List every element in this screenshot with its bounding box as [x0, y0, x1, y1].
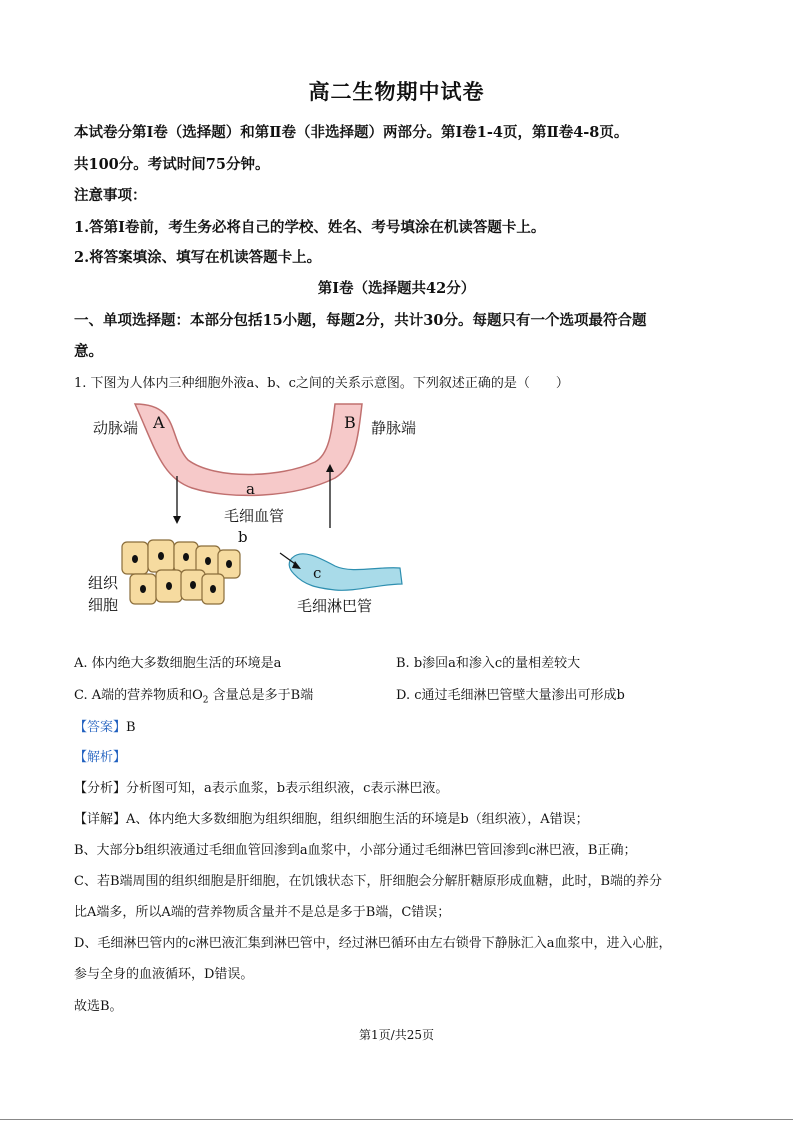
section-heading-line-2: 意。	[74, 343, 103, 360]
answer-tag: 【答案】	[74, 720, 127, 735]
option-b: B. b渗回a和渗入c的量相差较大	[396, 656, 581, 671]
label-B: B	[344, 413, 356, 432]
lymph-capillary-label: 毛细淋巴管	[297, 597, 373, 615]
option-a: A. 体内绝大多数细胞生活的环境是a	[74, 656, 282, 671]
option-d: D. c通过毛细淋巴管壁大量渗出可形成b	[396, 688, 625, 703]
option-c	[74, 684, 313, 706]
notice-title: 注意事项：	[74, 187, 147, 204]
explanation-analysis: 【分析】分析图可知，a表示血浆，b表示组织液，c表示淋巴液。	[74, 781, 449, 796]
explanation-detail-a: 【详解】A、体内绝大多数细胞为组织细胞，组织细胞生活的环境是b（组织液），A错误；	[74, 812, 589, 827]
capillary-label: 毛细血管	[224, 507, 285, 525]
explanation-c-line-1: C、若B端周围的组织细胞是肝细胞，在饥饿状态下，肝细胞会分解肝糖原形成血糖，此时，B端的养分	[74, 874, 663, 889]
label-a: a	[246, 480, 255, 498]
down-arrow-icon	[173, 476, 181, 524]
page-footer: 第1页/共25页	[359, 1028, 434, 1042]
explanation-d-line-2: 参与全身的血液循环，D错误。	[74, 967, 254, 982]
label-b: b	[238, 528, 248, 546]
final-choice: 故选B。	[74, 999, 123, 1014]
section-heading-line-1: 一、单项选择题：本部分包括15小题，每题2分，共计30分。每题只有一个选项最符合题	[74, 312, 647, 329]
lymph-capillary	[289, 554, 402, 591]
analysis-tag: 【解析】	[74, 750, 127, 765]
vein-end-label: 静脉端	[371, 419, 417, 437]
page-title: 高二生物期中试卷	[308, 79, 485, 104]
explanation-d-line-1: D、毛细淋巴管内的c淋巴液汇集到淋巴管中，经过淋巴循环由左右锁骨下静脉汇入a血浆中，进入心脏，	[74, 936, 672, 951]
label-c: c	[313, 564, 322, 582]
tissue-label-line-2: 细胞	[88, 596, 119, 614]
answer-line	[74, 716, 136, 735]
option-c-prefix: C. A端的营养物质和O	[74, 688, 203, 703]
label-A: A	[153, 413, 165, 432]
option-c-subscript: 2	[202, 695, 209, 706]
tissue-label-line-1: 组织	[88, 574, 119, 592]
option-c-suffix: 含量总是多于B端	[208, 688, 314, 703]
section-title: 第Ⅰ卷（选择题共42分）	[317, 280, 476, 297]
intro-line-2: 共100分。考试时间75分钟。	[74, 156, 270, 173]
notice-2: 2.将答案填涂、填写在机读答题卡上。	[74, 249, 322, 266]
bottom-divider	[0, 1119, 793, 1120]
question-stem: 1. 下图为人体内三种细胞外液a、b、c之间的关系示意图。下列叙述正确的是（ ）	[74, 376, 569, 391]
explanation-b: B、大部分b组织液通过毛细血管回渗到a血浆中，小部分通过毛细淋巴管回渗到c淋巴液，B正确；	[74, 843, 637, 858]
artery-end-label: 动脉端	[93, 419, 139, 437]
intro-line-1: 本试卷分第Ⅰ卷（选择题）和第Ⅱ卷（非选择题）两部分。第Ⅰ卷1-4页，第Ⅱ卷4-8页。	[74, 124, 629, 141]
tissue-cells	[122, 540, 240, 604]
notice-1: 1.答第Ⅰ卷前，考生务必将自己的学校、姓名、考号填涂在机读答题卡上。	[74, 219, 546, 236]
answer-value: B	[126, 720, 136, 735]
explanation-c-line-2: 比A端多，所以A端的营养物质含量并不是总是多于B端，C错误；	[74, 905, 451, 920]
